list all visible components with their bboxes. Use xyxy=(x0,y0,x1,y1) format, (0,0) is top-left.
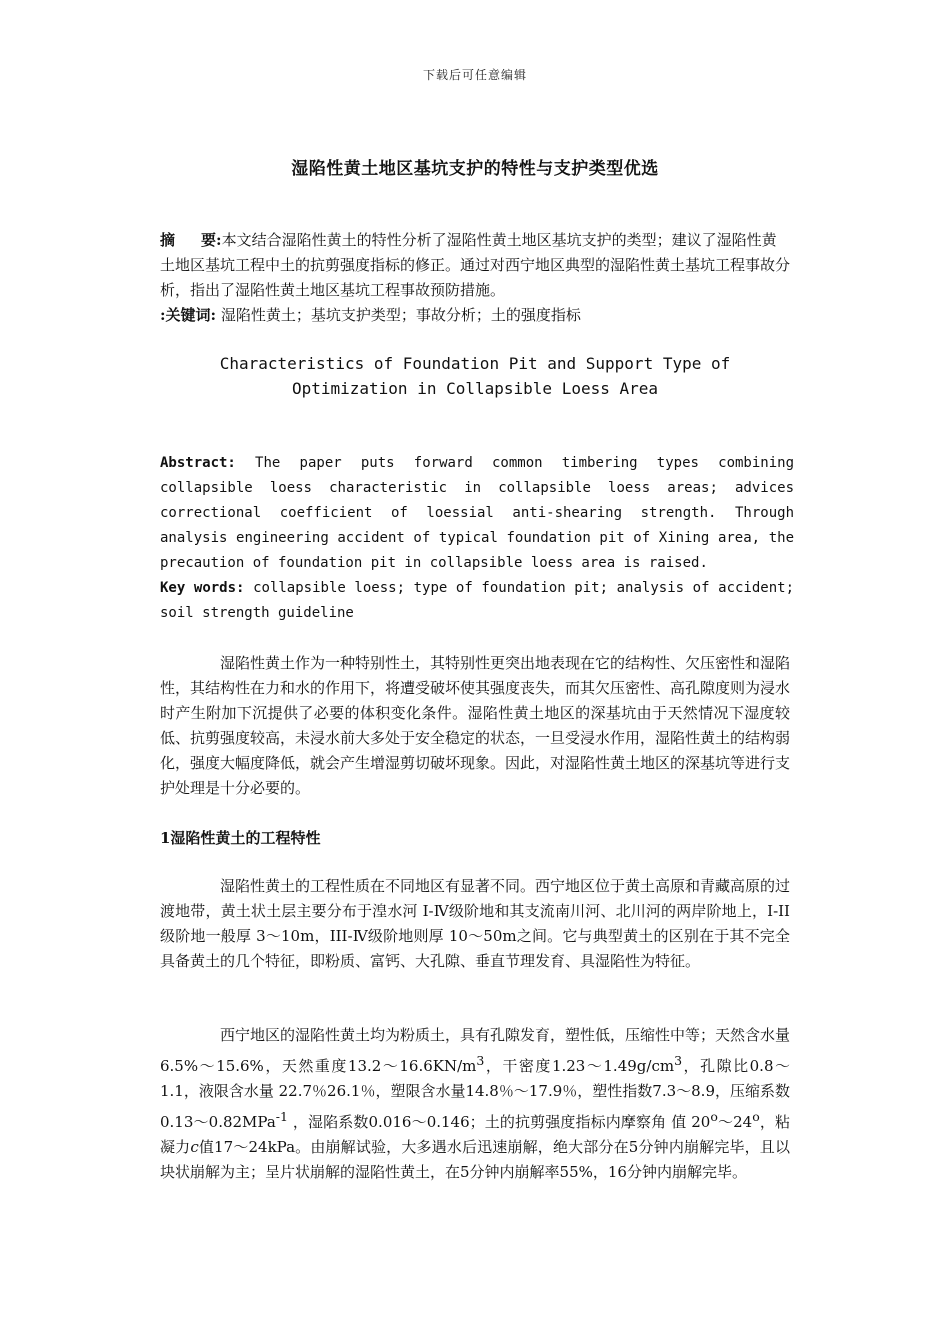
section-1-paragraph-2 xyxy=(160,1023,790,1185)
p2-text-c: ，干密度1.23～1.49g/cm xyxy=(484,1057,675,1075)
p2-text-g: ，湿陷系数0.016～0.146；土的抗剪强度指标内摩察角 值 20 xyxy=(287,1113,711,1131)
p2-text-k: ，粘凝力 xyxy=(160,1113,790,1156)
section-1-heading: 1湿陷性黄土的工程特性 xyxy=(160,829,321,847)
intro-paragraph: 湿陷性黄土作为一种特别性土，其特别性更突出地表现在它的结构性、欠压密性和湿陷性，其结构性在力和水的作用下，将遭受破坏使其强度丧失，而其欠压密性、高孔隙度则为浸水时产生附加下沉提供了必要的体积变化条件。湿陷性黄土地区的深基坑由于天然情况下湿度较低、抗剪强度较高，未浸水前大多处于安全稳定的状态，一旦受浸水作用，湿陷性黄土的结构弱化，强度大幅度降低，就会产生增湿剪切破坏现象。因此，对湿陷性黄土地区的深基坑等进行支护处理是十分必要的。 xyxy=(160,654,791,797)
p2-text-a: 西宁地区的湿陷性黄土均为粉质土，具有孔隙发育，塑性低，压缩性中等；天然含水量6.5%～15.6%，天然重度13.2～16.6KN/m xyxy=(160,1026,791,1075)
english-title-line2: Optimization in Collapsible Loess Area xyxy=(291,379,659,398)
keywords-zh-text: 湿陷性黄土；基坑支护类型；事故分析；土的强度指标 xyxy=(216,306,581,324)
p2-text-e: ，孔隙比0.8～1.1，液限含水量 22.7％26.1％，塑限含水量14.8％～17.9％，塑性指数7.3～8.9，压缩系数0.13～0.82MPa xyxy=(160,1057,791,1131)
section-1-paragraph-1: 湿陷性黄土的工程性质在不同地区有显著不同。西宁地区位于黄土高原和青藏高原的过渡地带，黄土状土层主要分布于湟水河 I-Ⅳ级阶地和其支流南川河、北川河的两岸阶地上，I-II 级阶地一般厚 3～10m，III-Ⅳ级阶地则厚 10～50m之间。它与典型黄土的区别在于其不完全具备黄土的几个特征，即粉质、富钙、大孔隙、垂直节理发育、具湿陷性为特征。 xyxy=(160,877,791,970)
keywords-zh-label: :关键词: xyxy=(160,306,217,324)
abstract-zh xyxy=(160,228,790,303)
abstract-zh-label-a: 摘 xyxy=(160,231,176,249)
p2-sup-d: 3 xyxy=(674,1053,683,1068)
p2-sup-j: o xyxy=(752,1109,760,1124)
abstract-en-label: Abstract: xyxy=(160,455,236,471)
abstract-en-text: The paper puts forward common timbering types combining collapsible loess characteristic in collapsible loess areas; advices correctional coefficient of loessial anti-shearing strength. Through analysis engineering accident of typical foundation pit of Xining area, the precaution of foundation pit in collapsible loess area is raised. xyxy=(160,455,794,571)
english-title-line1: Characteristics of Foundation Pit and Support Type of xyxy=(219,354,731,373)
p2-text-m: 值17～24kPa。由崩解试验，大多遇水后迅速崩解，绝大部分在5分钟内崩解完毕，且以块状崩解为主；呈片状崩解的湿陷性黄土，在5分钟内崩解率55%，16分钟内崩解完毕。 xyxy=(160,1138,790,1181)
abstract-zh-label-b: 要: xyxy=(201,231,222,249)
document-title: 湿陷性黄土地区基坑支护的特性与支护类型优选 xyxy=(291,159,659,179)
abstract-zh-label xyxy=(160,231,222,249)
p2-text-i: ～24 xyxy=(717,1113,753,1131)
abstract-en xyxy=(160,451,794,576)
keywords-zh xyxy=(160,303,790,328)
p2-italic-c: c xyxy=(190,1138,199,1156)
p2-sup-h: o xyxy=(710,1109,718,1124)
p2-sup-b: 3 xyxy=(476,1053,485,1068)
p2-sup-f: -1 xyxy=(275,1109,288,1124)
keywords-en-text: collapsible loess; type of foundation pit; analysis of accident; soil strength guideline xyxy=(160,580,794,621)
page-header-note: 下载后可任意编辑 xyxy=(422,68,527,82)
keywords-en-label: Key words: xyxy=(160,580,245,596)
abstract-zh-text: 本文结合湿陷性黄土的特性分析了湿陷性黄土地区基坑支护的类型；建议了湿陷性黄土地区基坑工程中土的抗剪强度指标的修正。通过对西宁地区典型的湿陷性黄土基坑工程事故分析，指出了湿陷性黄土地区基坑工程事故预防措施。 xyxy=(160,231,791,299)
english-title xyxy=(0,351,950,401)
keywords-en xyxy=(160,576,794,626)
